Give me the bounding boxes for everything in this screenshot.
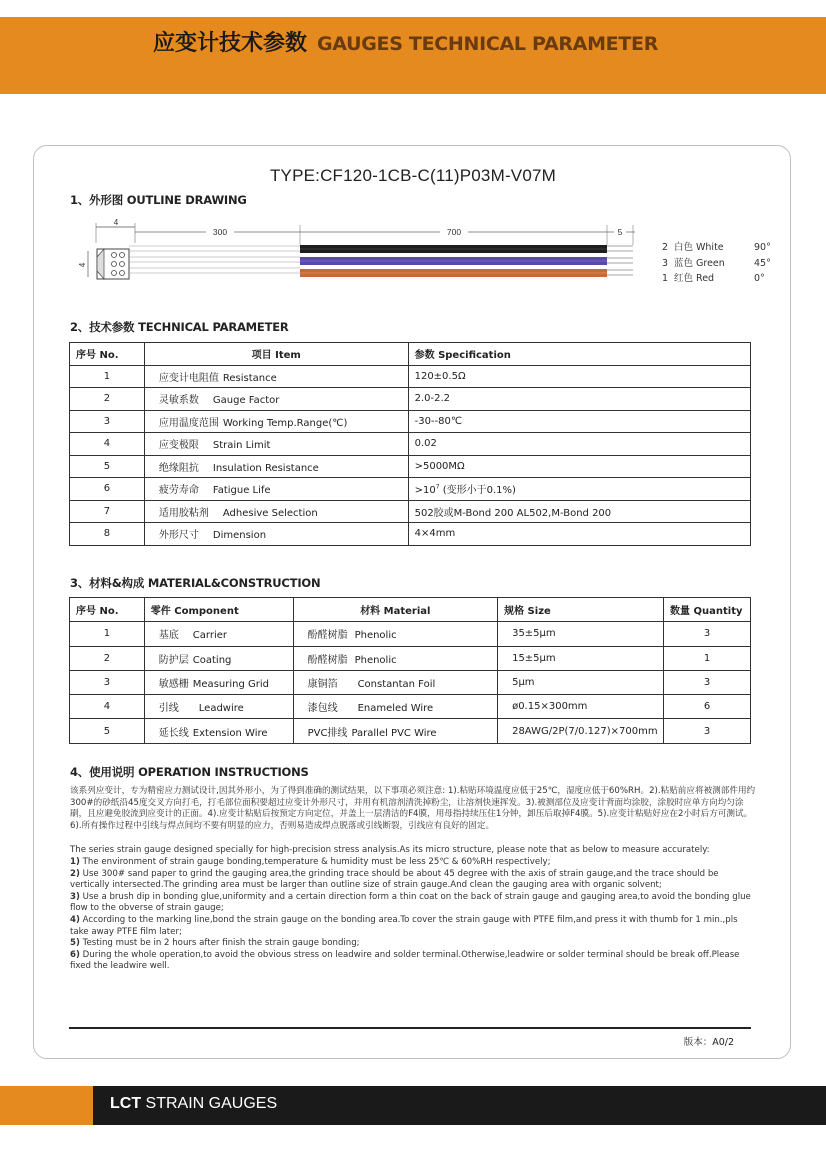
instruction-item: 5) Testing must be in 2 hours after finish the strain gauge bonding;: [70, 938, 360, 949]
dim-label-4-top: 4: [113, 218, 119, 227]
page-title-en: GAUGES TECHNICAL PARAMETER: [317, 33, 659, 55]
table-row: 5 绝缘阻抗 Insulation Resistance >5000MΩ: [70, 455, 751, 478]
instructions-cn: 该系列应变计，专为精密应力测试设计,因其外形小，为了得到准确的测试结果，以下事项必须注意: 1).粘贴环境温度应低于25℃，湿度应低于60%RH。2).粘贴前应将被测部件用约300#的砂纸沿45度交叉方向打毛，打毛部位面积要超过应变计外形尺寸，并用有机溶剂清洗掉粉尘，让溶剂快速挥发。3).被测部位及应变计背面均涂胶，涂胶时应单方向均匀涂刷，且应避免胶流到应变计的正面。4).应变计粘贴后按预定方向定位，并盖上一层清洁的F4膜，用母指持续压住1分钟，卸压后取掉F4膜。5).应变计粘贴好应在2小时后方可测试。6).所有操作过程中引线与焊点间均不要有明显的应力，否则易造成焊点脱落或引线断裂，引线应有良好的固定。: [70, 786, 756, 831]
material-table: [69, 597, 751, 744]
divider: [69, 1027, 751, 1029]
table-row: 4 应变极限 Strain Limit 0.02: [70, 433, 751, 456]
table-row: 2 灵敏系数 Gauge Factor 2.0-2.2: [70, 388, 751, 411]
footer-accent: [0, 1086, 93, 1125]
col-header-item: 项目 Item: [144, 343, 408, 366]
instruction-item: 4) According to the marking line,bond the strain gauge on the bonding area.To cover the strain gauge with PTFE film,and press it with thumb for 1 min.,pls take away PTFE film later;: [70, 914, 738, 937]
col-header-no: 序号 No.: [70, 343, 145, 366]
instruction-item: 3) Use a brush dip in bonding glue,uniformity and a certain direction form a thin coat on the back of strain gauge and gauging area,to avoid the bonding glue flow to the obverse of strain gauge;: [70, 891, 751, 914]
dim-label-700: 700: [446, 227, 462, 237]
dim-label-4-side: 4: [78, 262, 87, 268]
operation-instructions: [70, 786, 756, 973]
col-header-size: 规格 Size: [498, 598, 664, 622]
type-title: TYPE:CF120-1CB-C(11)P03M-V07M: [269, 166, 557, 185]
table-row: 8 外形尺寸 Dimension 4×4mm: [70, 523, 751, 546]
table-row: 1 基底 Carrier 酚醛树脂 Phenolic 35±5μm 3: [70, 622, 751, 646]
wire-legend-row: 3 蓝色 Green 45°: [662, 257, 771, 269]
col-header-component: 零件 Component: [144, 598, 293, 622]
wire-legend-row: 1 红色 Red 0°: [662, 273, 765, 284]
dim-label-300: 300: [212, 227, 228, 237]
instruction-item: 6) During the whole operation,to avoid the obvious stress on leadwire and solder terminal.Otherwise,leadwire or solder terminal should be break off.Please fixed the leadwire well.: [70, 949, 740, 972]
technical-table: [69, 342, 751, 546]
instructions-en: [70, 845, 756, 973]
wire-legend: [662, 240, 771, 287]
material-title: 3、材料&构成 MATERIAL&CONSTRUCTION: [70, 576, 321, 590]
table-row: 3 应用温度范围 Working Temp.Range(℃) -30--80℃: [70, 410, 751, 433]
col-header-no: 序号 No.: [70, 598, 145, 622]
dim-label-5: 5: [617, 227, 623, 237]
col-header-quantity: 数量 Quantity: [664, 598, 751, 622]
page-title-cn: 应变计技术参数: [153, 31, 308, 56]
col-header-material: 材料 Material: [293, 598, 498, 622]
table-row: 6 疲劳寿命 Fatigue Life $>10^7$ (变形小于0.1%): [70, 478, 751, 501]
table-row: 7 适用胶粘剂 Adhesive Selection 502胶或M-Bond 200 AL502,M-Bond 200: [70, 500, 751, 523]
instruction-item: 2) Use 300# sand paper to grind the gauging area,the grinding trace should be about 45 degree with the axis of strain gauge,and the trace should be vertically intersected.The grinding area must be larger than outline size of strain gauge.And clean the gauging area with organic solvent;: [70, 868, 719, 891]
table-header-row: [70, 343, 751, 366]
outline-title: 1、外形图 OUTLINE DRAWING: [70, 193, 247, 207]
page-title: [153, 26, 658, 57]
footer-brand-text: STRAIN GAUGES: [141, 1095, 278, 1112]
table-row: 4 引线 Leadwire 漆包线 Enameled Wire ø0.15×300mm 6: [70, 695, 751, 719]
outline-drawing: [70, 215, 640, 295]
technical-title: 2、技术参数 TECHNICAL PARAMETER: [70, 320, 289, 334]
table-row: 1 应变计电阻值 Resistance 120±0.5Ω: [70, 365, 751, 388]
col-header-spec: 参数 Specification: [408, 343, 750, 366]
table-row: 2 防护层 Coating 酚醛树脂 Phenolic 15±5μm 1: [70, 646, 751, 670]
table-header-row: [70, 598, 751, 622]
instructions-en-intro: The series strain gauge designed specially for high-precision stress analysis.As its micro structure, please note that as below to measure accurately:: [70, 845, 710, 856]
footer-brand: [110, 1095, 277, 1113]
table-row: 5 延长线 Extension Wire PVC排线 Parallel PVC Wire 28AWG/2P(7/0.127)×700mm 3: [70, 719, 751, 743]
operation-title: 4、使用说明 OPERATION INSTRUCTIONS: [70, 765, 309, 779]
table-row: 3 敏感栅 Measuring Grid 康铜箔 Constantan Foil 5μm 3: [70, 670, 751, 694]
wire-legend-row: 2 白色 White 90°: [662, 242, 771, 253]
footer-brand-lct: LCT: [110, 1095, 142, 1112]
version-label: 版本：A0/2: [683, 1037, 734, 1048]
instruction-item: 1) The environment of strain gauge bonding,temperature & humidity must be less 25℃ & 60%RH respectively;: [70, 856, 551, 867]
